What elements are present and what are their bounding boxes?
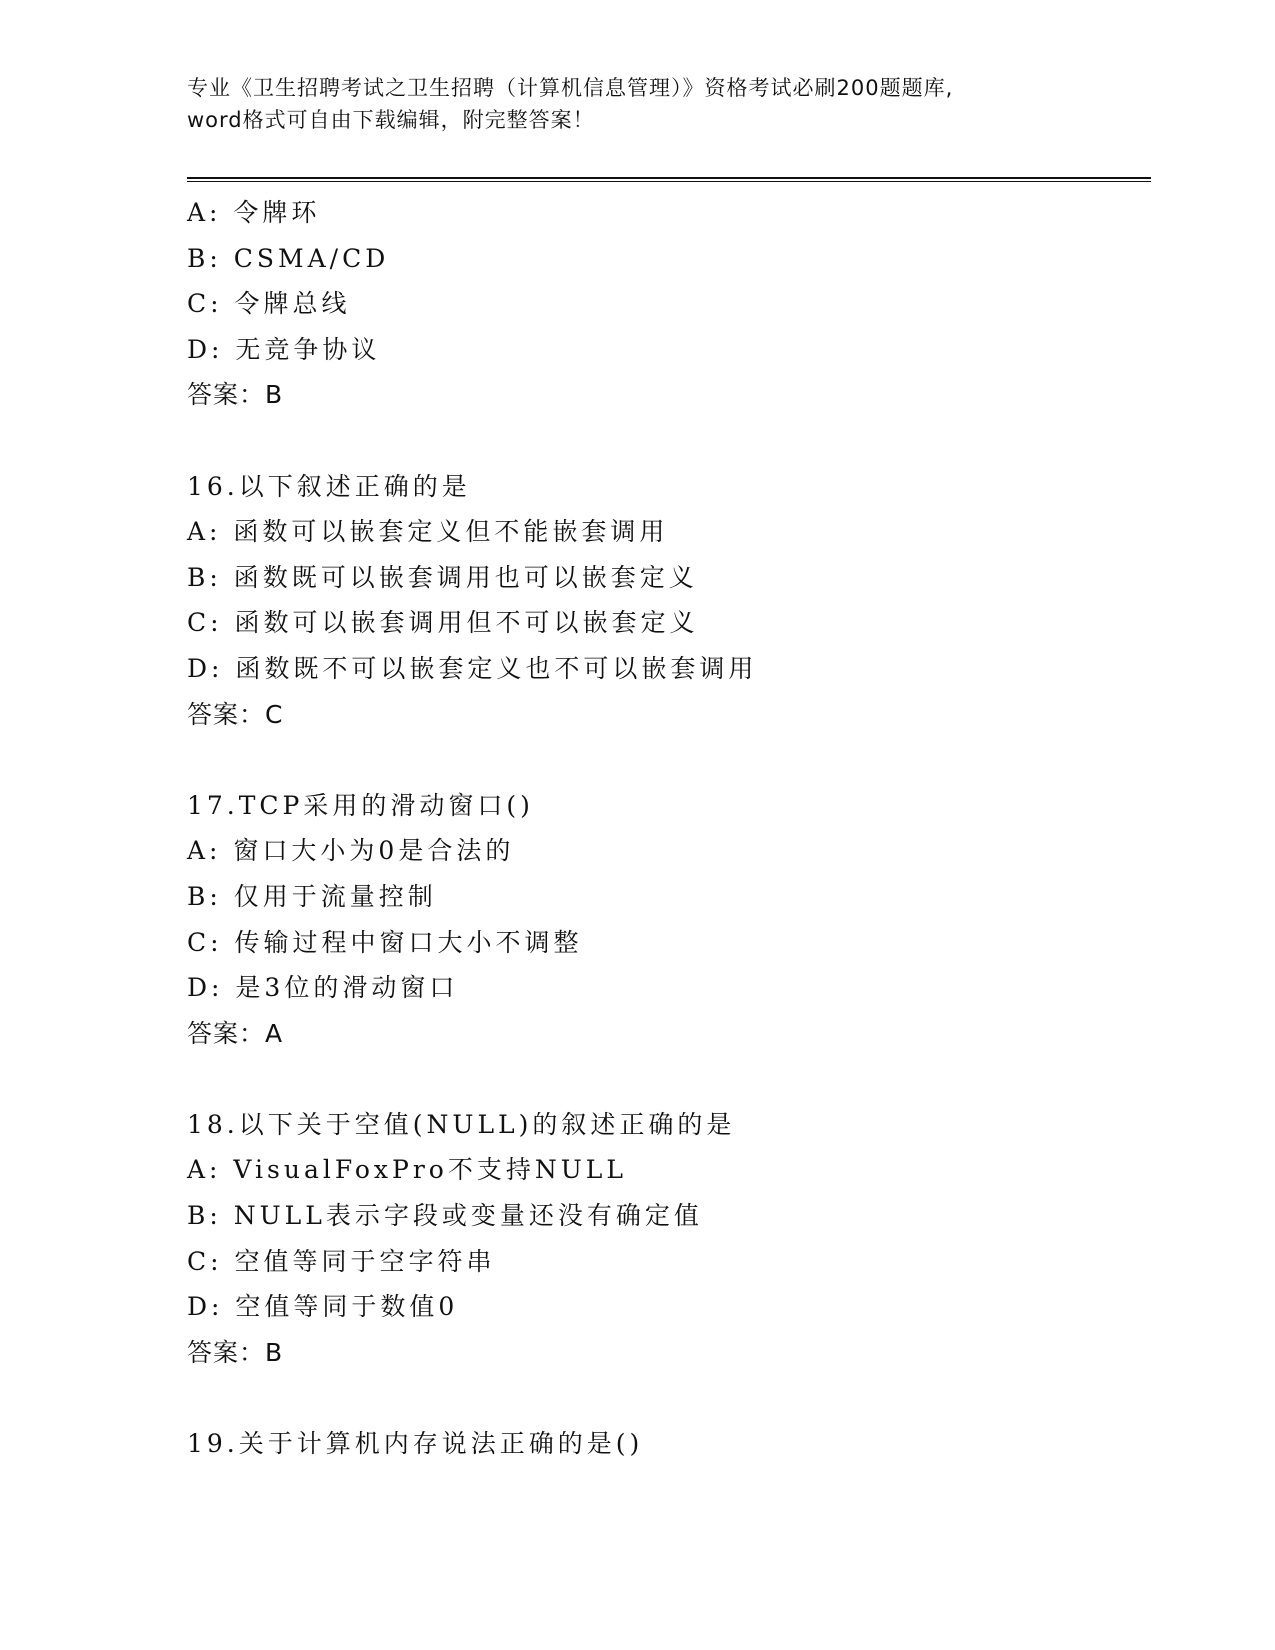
option-d: D: 空值等同于数值0 xyxy=(187,1292,459,1322)
question-text: 17.TCP采用的滑动窗口() xyxy=(187,790,534,820)
answer-line: 答案：B xyxy=(187,380,284,410)
question-text: 18.以下关于空值(NULL)的叙述正确的是 xyxy=(187,1109,736,1139)
question-block xyxy=(187,190,1137,418)
option-b: B: 仅用于流量控制 xyxy=(187,881,437,911)
question-block xyxy=(187,783,1137,1057)
question-block xyxy=(187,464,1137,738)
block-spacer xyxy=(187,737,1137,783)
question-list xyxy=(187,190,1137,1467)
option-d: D: 无竞争协议 xyxy=(187,334,381,364)
option-c: C: 传输过程中窗口大小不调整 xyxy=(187,927,583,957)
question-block xyxy=(187,1421,1137,1467)
option-b: B: 函数既可以嵌套调用也可以嵌套定义 xyxy=(187,562,698,592)
question-block xyxy=(187,1102,1137,1376)
answer-line: 答案：B xyxy=(187,1337,284,1367)
option-a: A: VisualFoxPro不支持NULL xyxy=(187,1155,627,1185)
option-a: A: 窗口大小为0是合法的 xyxy=(187,836,515,866)
question-text: 19.关于计算机内存说法正确的是() xyxy=(187,1429,644,1459)
header-divider xyxy=(187,177,1151,182)
header-title-line-2: word格式可自由下载编辑，附完整答案！ xyxy=(187,108,595,132)
answer-line: 答案：A xyxy=(187,1018,284,1048)
option-c: C: 空值等同于空字符串 xyxy=(187,1246,496,1276)
document-header xyxy=(187,72,1107,136)
option-b: B: CSMA/CD xyxy=(187,243,390,273)
option-c: C: 函数可以嵌套调用但不可以嵌套定义 xyxy=(187,608,699,638)
option-c: C: 令牌总线 xyxy=(187,289,351,319)
option-d: D: 函数既不可以嵌套定义也不可以嵌套调用 xyxy=(187,653,758,683)
option-d: D: 是3位的滑动窗口 xyxy=(187,973,459,1003)
header-title-line-1: 专业《卫生招聘考试之卫生招聘（计算机信息管理）》资格考试必刷200题题库, xyxy=(187,76,954,100)
block-spacer xyxy=(187,418,1137,464)
answer-line: 答案：C xyxy=(187,699,284,729)
option-b: B: NULL表示字段或变量还没有确定值 xyxy=(187,1201,703,1231)
option-a: A: 函数可以嵌套定义但不能嵌套调用 xyxy=(187,517,669,547)
block-spacer xyxy=(187,1056,1137,1102)
block-spacer xyxy=(187,1375,1137,1421)
option-a: A: 令牌环 xyxy=(187,198,321,227)
question-text: 16.以下叙述正确的是 xyxy=(187,471,471,501)
